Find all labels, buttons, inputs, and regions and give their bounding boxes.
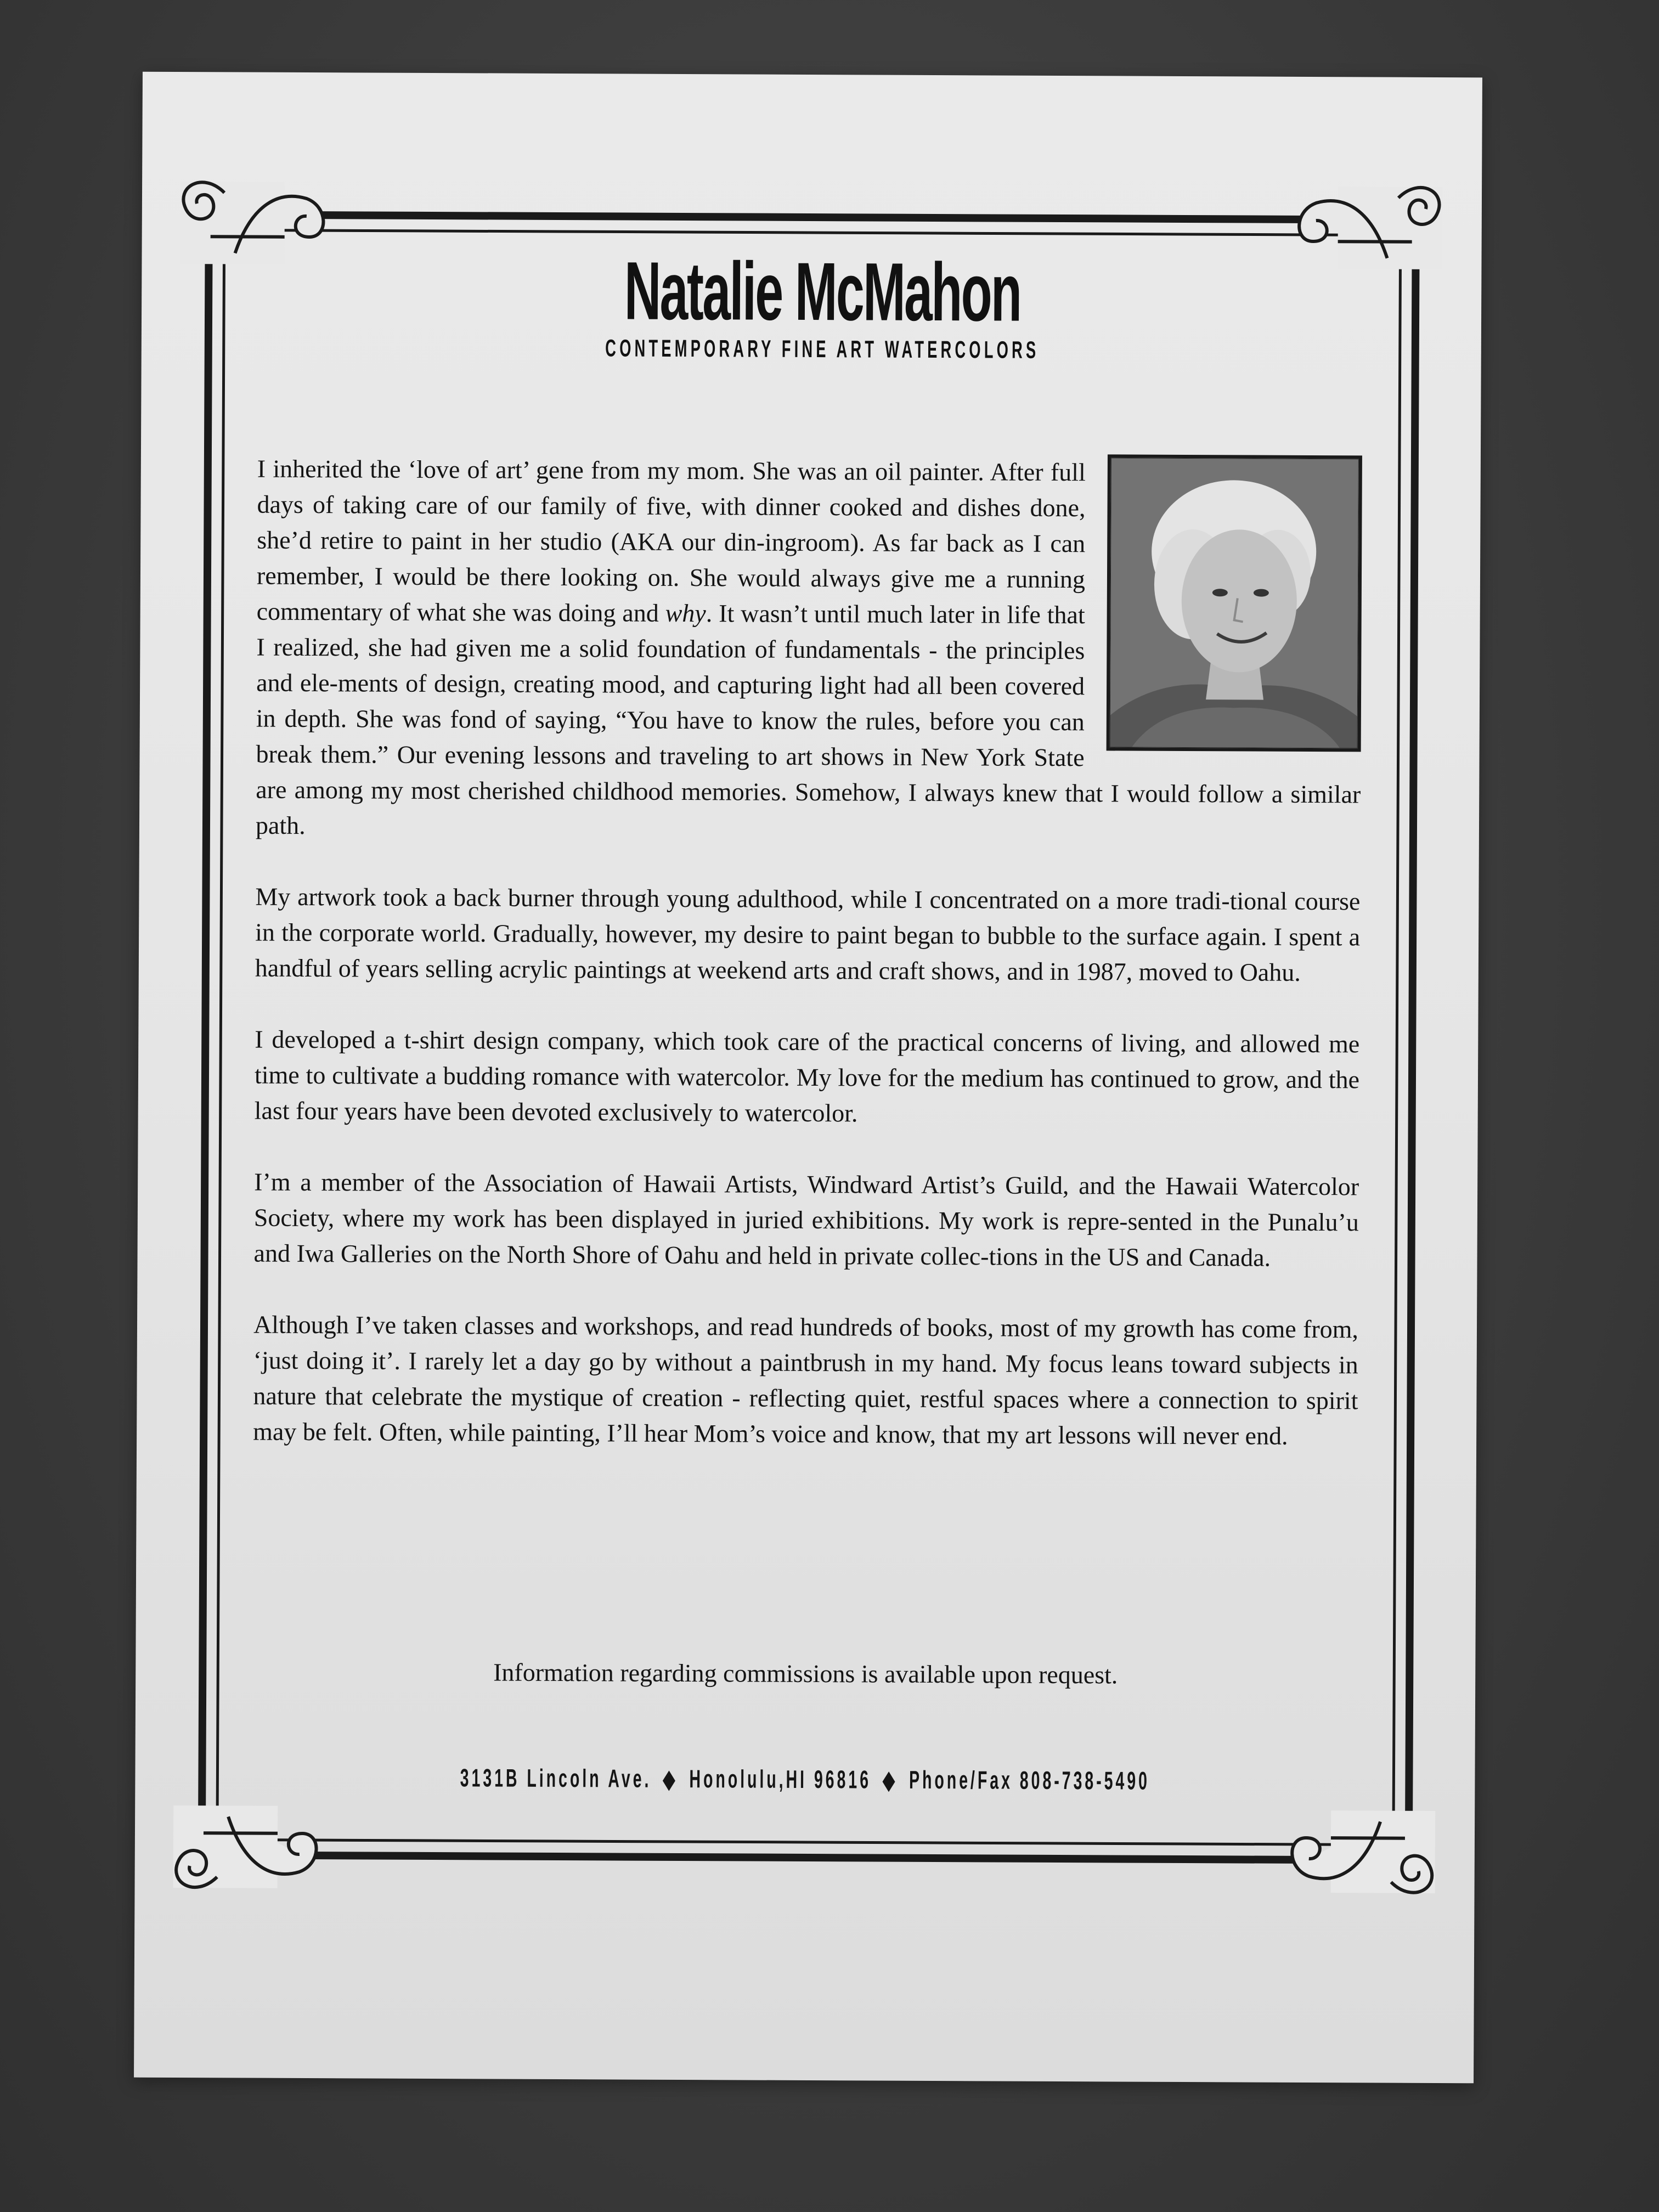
contact-phone: Phone/Fax 808-738-5490	[909, 1765, 1150, 1795]
emphasis-why: why	[665, 599, 706, 628]
bio-paragraph-3: I developed a t-shirt design company, which took care of the practical concerns of living, and allowed me time to cultivate a budding romance with watercolor. My love for the medium has continued to grow, and the last four years have been devoted exclusively to watercolor.	[254, 1025, 1360, 1127]
contact-address: 3131B Lincoln Ave.	[460, 1763, 652, 1793]
contact-city: Honolulu,HI 96816	[689, 1764, 872, 1794]
diamond-separator-icon: ◆	[883, 1765, 898, 1794]
bio-paragraph-4: I’m a member of the Association of Hawaii Artists, Windward Artist’s Guild, and the Hawaii Watercolor Society, where my work has been displayed in juried exhibitions. My work is repre-sented in the Punalu’u and Iwa Galleries on the North Shore of Oahu and held in private collec-tions in the US and Canada.	[253, 1167, 1359, 1272]
bottom-left-flourish	[173, 1805, 317, 1888]
bio-sheet	[134, 72, 1482, 2084]
artist-tagline: CONTEMPORARY FINE ART WATERCOLORS	[605, 335, 1040, 364]
bottom-right-flourish	[1292, 1810, 1435, 1893]
bio-paragraph-2: My artwork took a back burner through young adulthood, while I concentrated on a more tradi-tional course in the corporate world. Gradually, however, my desire to paint began to bubble to the surface again. I spent a handful of years selling acrylic paintings at weekend arts and craft shows, and in 1987, moved to Oahu.	[255, 882, 1361, 986]
bio-paragraph-5: Although I’ve taken classes and workshops, and read hundreds of books, most of my growth has come from, ‘just doing it’. I rarely let a day go by without a paintbrush in my hand. My focus leans toward subjects in nature that celebrate the mystique of creation - reflecting quiet, restful spaces where a connection to spirit may be felt. Often, while painting, I’ll hear Mom’s voice and know, that my art lessons will never end.	[253, 1310, 1359, 1450]
artist-name: Natalie McMahon	[624, 244, 1021, 338]
bio-paragraph-1: I inherited the ‘love of art’ gene from my mom. She was an oil painter. After full days of taking care of our family of five, with dinner cooked and dishes done, she’d retire to paint in her studio (AKA our din-ingroom). As far back as I can remember, I would be there looking on. She would always give me a running commentary of what she was doing and why. It wasn’t until much later in life that I realized, she had given me a solid foundation of fundamentals - the principles and ele-ments of design, creating mood, and capturing light had all been covered in depth. She was fond of saying, “You have to know the rules, before you can break them.” Our evening lessons and traveling to art shows in New York State are among my most cherished childhood memories. Somehow, I always knew that I would follow a similar path.	[255, 454, 1361, 839]
diamond-separator-icon: ◆	[663, 1764, 678, 1793]
contact-line	[135, 1762, 1475, 1797]
biography	[253, 451, 1362, 1490]
artist-portrait-photo	[1107, 454, 1362, 752]
commissions-note: Information regarding commissions is available upon request.	[493, 1658, 1118, 1689]
letterhead	[142, 244, 1482, 366]
